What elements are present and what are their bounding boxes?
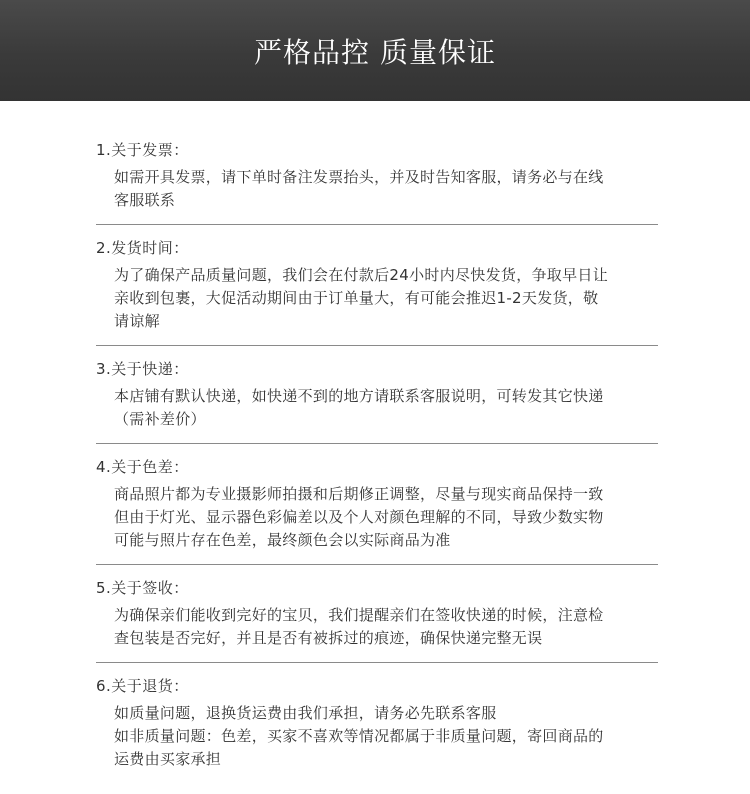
policy-section-invoice (96, 138, 658, 225)
section-text: 运费由买家承担 (114, 750, 222, 768)
section-text: 本店铺有默认快递，如快递不到的地方请联系客服说明，可转发其它快递 (114, 387, 604, 405)
header-banner (0, 0, 750, 101)
section-text: 客服联系 (114, 191, 176, 209)
policy-section-color-difference (96, 455, 658, 565)
policy-section-shipping-time (96, 236, 658, 346)
policy-section-signing (96, 576, 658, 663)
section-text: 如质量问题，退换货运费由我们承担，请务必先联系客服 (114, 704, 497, 722)
section-text: 请谅解 (114, 312, 160, 330)
section-text: 商品照片都为专业摄影师拍摄和后期修正调整，尽量与现实商品保持一致 (114, 485, 604, 503)
section-text: （需补差价） (114, 410, 206, 428)
section-title: 4.关于色差： (96, 458, 189, 476)
section-text: 如非质量问题：色差，买家不喜欢等情况都属于非质量问题，寄回商品的 (114, 727, 604, 745)
section-text: 可能与照片存在色差，最终颜色会以实际商品为准 (114, 531, 451, 549)
section-text: 如需开具发票，请下单时备注发票抬头，并及时告知客服，请务必与在线 (114, 168, 604, 186)
section-text: 亲收到包裹，大促活动期间由于订单量大，有可能会推迟1-2天发货，敬 (114, 289, 599, 307)
section-text: 为确保亲们能收到完好的宝贝，我们提醒亲们在签收快递的时候，注意检 (114, 606, 604, 624)
section-text: 但由于灯光、显示器色彩偏差以及个人对颜色理解的不同，导致少数实物 (114, 508, 604, 526)
section-title: 2.发货时间： (96, 239, 189, 257)
section-text: 查包装是否完好，并且是否有被拆过的痕迹，确保快递完整无误 (114, 629, 543, 647)
section-title: 6.关于退货： (96, 677, 189, 695)
policy-list (96, 138, 658, 794)
policy-section-courier (96, 357, 658, 444)
policy-section-returns (96, 674, 658, 783)
section-text: 为了确保产品质量问题，我们会在付款后24小时内尽快发货，争取早日让 (114, 266, 608, 284)
section-title: 1.关于发票： (96, 141, 189, 159)
section-title: 3.关于快递： (96, 360, 189, 378)
page-title: 严格品控 质量保证 (254, 35, 496, 69)
section-title: 5.关于签收： (96, 579, 189, 597)
